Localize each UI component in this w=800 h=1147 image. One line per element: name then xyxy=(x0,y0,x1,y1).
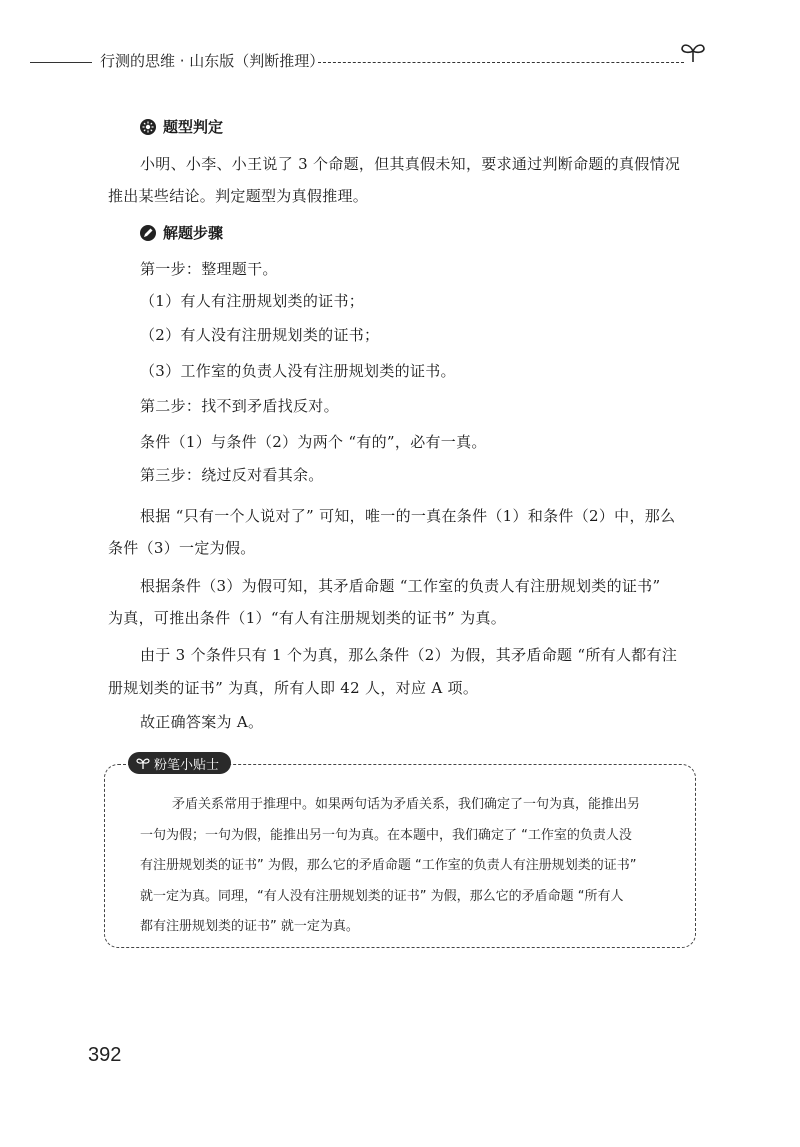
section-heading-label: 解题步骤 xyxy=(163,224,224,242)
section-heading-label: 题型判定 xyxy=(163,118,224,136)
tip-line: 都有注册规划类的证书” 就一定为真。 xyxy=(140,919,359,934)
tip-line: 有注册规划类的证书” 为假，那么它的矛盾命题 “工作室的负责人有注册规划类的证书” xyxy=(140,858,637,873)
sprout-icon xyxy=(680,40,706,64)
section-heading-question-type xyxy=(140,116,223,137)
step-line: （1）有人有注册规划类的证书； xyxy=(140,292,365,310)
paragraph-line: 根据条件（3）为假可知，其矛盾命题 “工作室的负责人有注册规划类的证书” xyxy=(140,577,661,595)
answer-line: 故正确答案为 A。 xyxy=(140,713,264,731)
paragraph-line: 小明、小李、小王说了 3 个命题，但其真假未知，要求通过判断命题的真假情况 xyxy=(140,155,681,173)
header-rule-left xyxy=(30,62,92,63)
step-line: 第一步：整理题干。 xyxy=(140,260,278,278)
step-line: 第二步：找不到矛盾找反对。 xyxy=(140,397,339,415)
pencil-icon xyxy=(140,225,156,241)
sprout-icon xyxy=(136,756,150,770)
paragraph-line: 由于 3 个条件只有 1 个为真，那么条件（2）为假，其矛盾命题 “所有人都有注 xyxy=(140,646,678,664)
paragraph-line: 根据 “只有一个人说对了” 可知，唯一的一真在条件（1）和条件（2）中，那么 xyxy=(140,507,676,525)
header-rule-right xyxy=(318,62,684,63)
tip-line: 就一定为真。同理，“有人没有注册规划类的证书” 为假，那么它的矛盾命题 “所有人 xyxy=(140,889,624,904)
paragraph-line: 为真，可推出条件（1）“有人有注册规划类的证书” 为真。 xyxy=(108,609,507,627)
tip-label: 粉笔小贴士 xyxy=(154,757,220,773)
paragraph-line: 条件（3）一定为假。 xyxy=(108,539,256,557)
paragraph-line: 推出某些结论。判定题型为真假推理。 xyxy=(108,187,369,205)
tip-line: 矛盾关系常用于推理中。如果两句话为矛盾关系，我们确定了一句为真，能推出另 xyxy=(172,797,641,812)
step-line: 第三步：绕过反对看其余。 xyxy=(140,466,324,484)
tip-label-badge xyxy=(128,752,231,774)
section-heading-solution xyxy=(140,222,223,243)
step-line: 条件（1）与条件（2）为两个 “有的”，必有一真。 xyxy=(140,433,487,451)
page-number: 392 xyxy=(88,1044,122,1066)
paragraph-line: 册规划类的证书” 为真，所有人即 42 人，对应 A 项。 xyxy=(108,679,479,697)
running-header: 行测的思维 · 山东版（判断推理） xyxy=(100,52,325,70)
step-line: （3）工作室的负责人没有注册规划类的证书。 xyxy=(140,362,456,380)
tip-line: 一句为假；一句为假，能推出另一句为真。在本题中，我们确定了 “工作室的负责人没 xyxy=(140,828,632,843)
step-line: （2）有人没有注册规划类的证书； xyxy=(140,326,380,344)
sun-icon xyxy=(140,119,156,135)
